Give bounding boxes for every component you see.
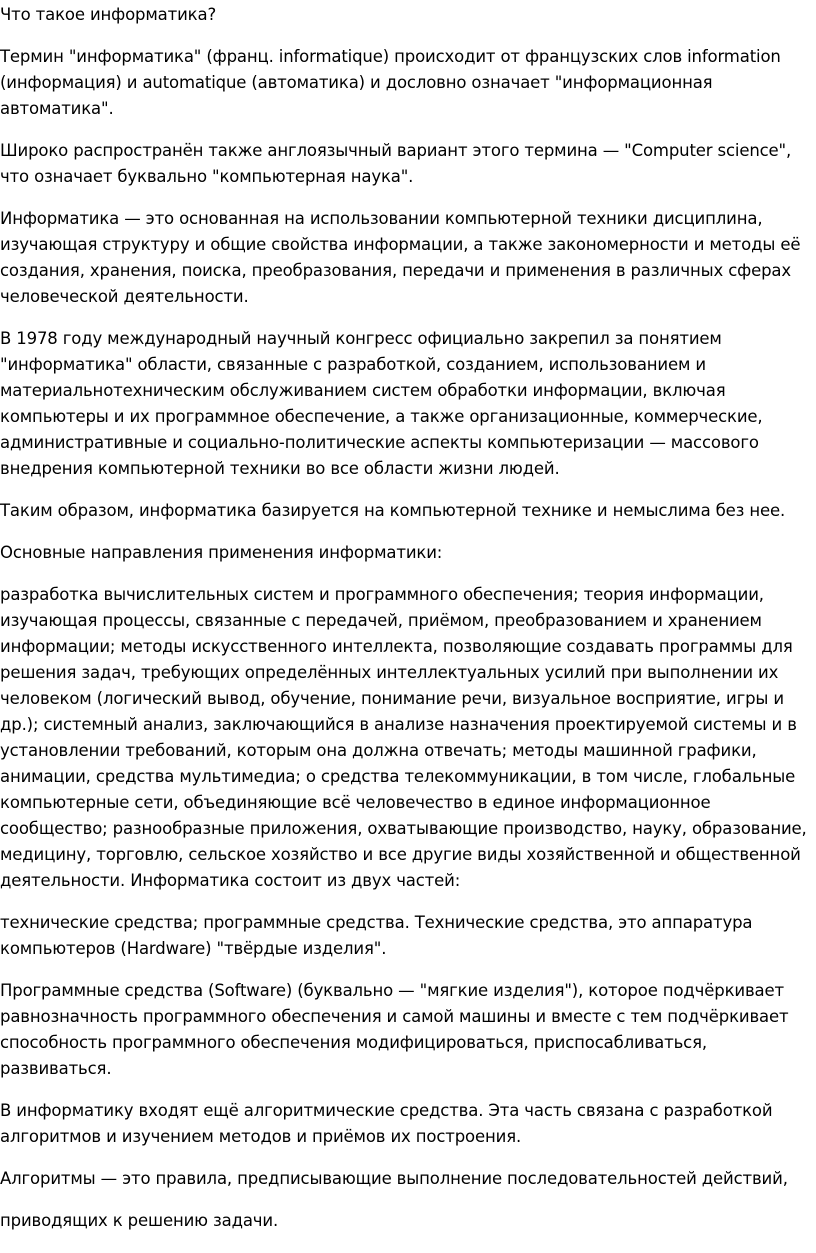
paragraph-algorithms-continuation: приводящих к решению задачи. [0,1211,279,1230]
paragraph-term-origin: Термин "информатика" (франц. informatique) происходит от французских слов information (информация) и automatique (автоматика) и дословно означает "информационная автоматика". [0,47,781,118]
paragraph-1978-congress: В 1978 году международный научный конгресс официально закрепил за понятием "информатика" области, связанные с разработкой, созданием, использованием и материальнотехническим обслуживанием систем обработки информации, включая компьютеры и их программное обеспечение, а также организационные, коммерческие, административные и социально-политические аспекты компьютеризации — массового внедрения компьютерной техники во все области жизни людей. [0,329,763,478]
paragraph-algorithmic-means: В информатику входят ещё алгоритмические средства. Эта часть связана с разработкой алгоритмов и изучением методов и приёмов их построения. [0,1101,773,1146]
paragraph-computer-science: Широко распространён также англоязычный вариант этого термина — "Computer science", что означает буквально "компьютерная наука". [0,141,792,186]
paragraph-basis: Таким образом, информатика базируется на компьютерной технике и немыслима без нее. [0,501,786,520]
paragraph-directions-heading: Основные направления применения информатики: [0,543,443,562]
paragraph-definition: Информатика — это основанная на использовании компьютерной техники дисциплина, изучающая структуру и общие свойства информации, а также закономерности и методы её создания, хранения, поиска, преобразования, передачи и применения в различных сферах человеческой деятельности. [0,209,801,306]
paragraph-algorithms-definition: Алгоритмы — это правила, предписывающие выполнение последовательностей действий, [0,1169,788,1188]
paragraph-software: Программные средства (Software) (буквально — "мягкие изделия"), которое подчёркивает равнозначность программного обеспечения и самой машины и вместе с тем подчёркивает способность программного обеспечения модифицироваться, приспосабливаться, развиваться. [0,981,789,1078]
heading-question: Что такое информатика? [0,5,217,24]
paragraph-hardware: технические средства; программные средства. Технические средства, это аппаратура компьютеров (Hardware) "твёрдые изделия". [0,913,753,958]
paragraph-directions-list: разработка вычислительных систем и программного обеспечения; теория информации, изучающая процессы, связанные с передачей, приёмом, преобразованием и хранением информации; методы искусственного интеллекта, позволяющие создавать программы для решения задач, требующих определённых интеллектуальных усилий при выполнении их человеком (логический вывод, обучение, понимание речи, визуальное восприятие, игры и др.); системный анализ, заключающийся в анализе назначения проектируемой системы и в установлении требований, которым она должна отвечать; методы машинной графики, анимации, средства мультимедиа; о средства телекоммуникации, в том числе, глобальные компьютерные сети, объединяющие всё человечество в единое информационное сообщество; разнообразные приложения, охватывающие производство, науку, образование, медицину, торговлю, сельское хозяйство и все другие виды хозяйственной и общественной деятельности. Информатика состоит из двух частей: [0,585,807,890]
